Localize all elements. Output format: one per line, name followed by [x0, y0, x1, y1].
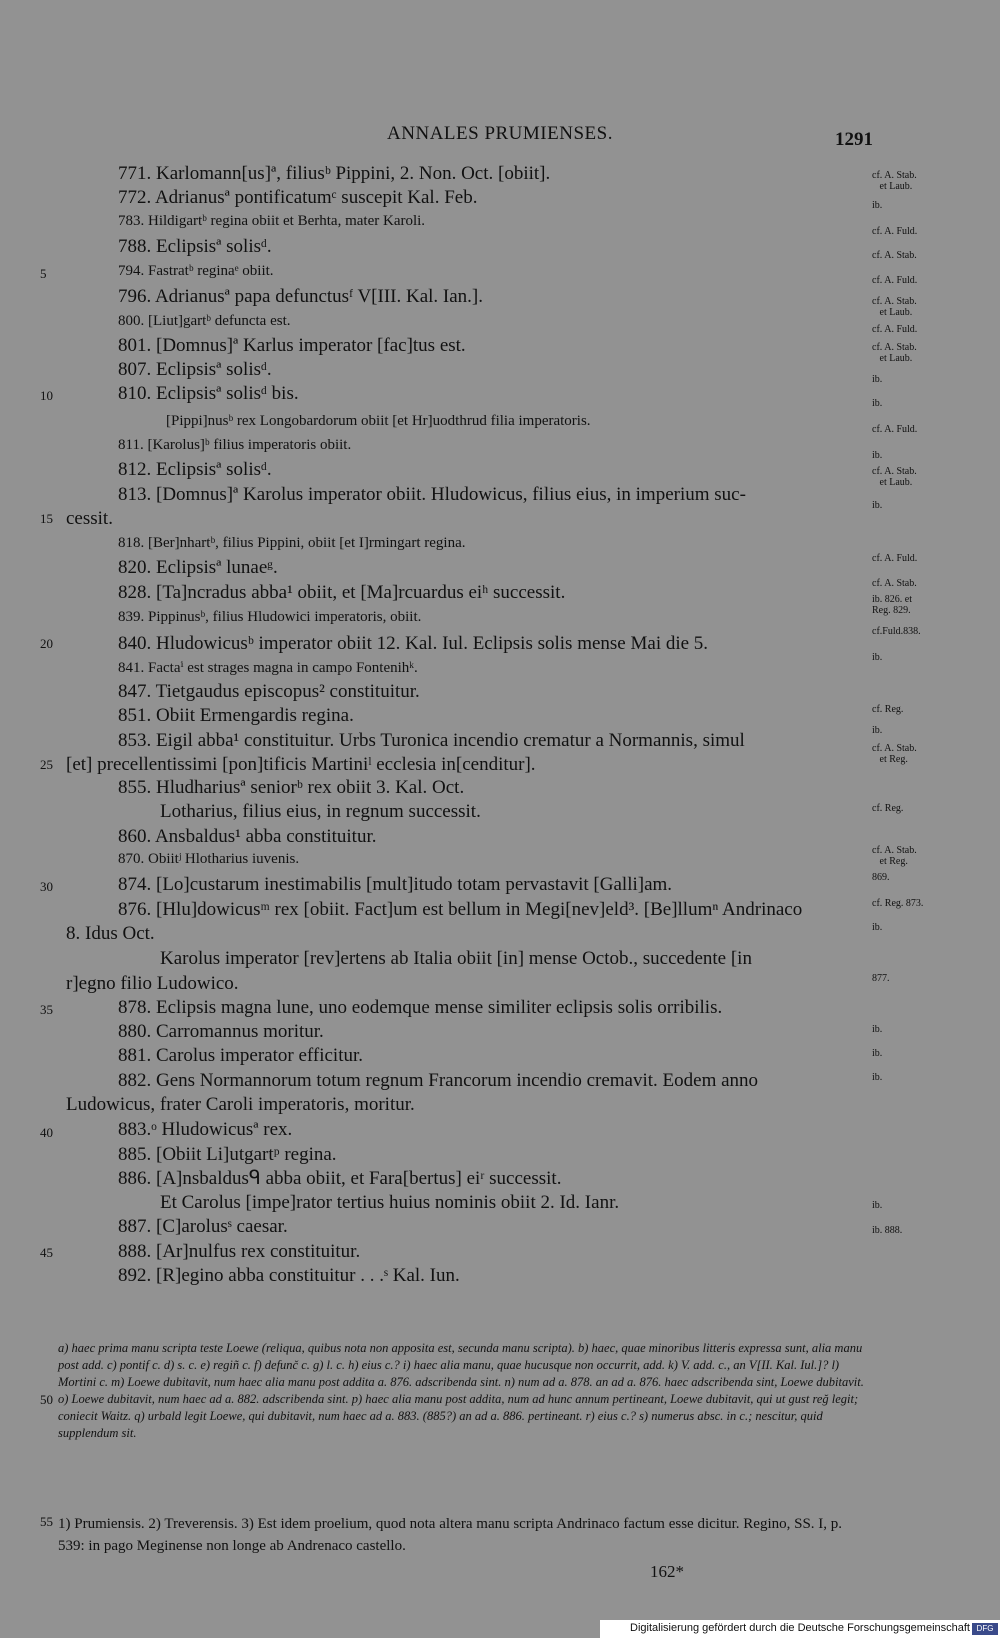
annal-line: 771. Karlomann[us]ª, filiusᵇ Pippini, 2. Non. Oct. [obiit]. — [118, 163, 551, 184]
credit-text: Digitalisierung gefördert durch die Deutsche Forschungsgemeinschaft — [630, 1622, 970, 1634]
annal-line: 883.ᵒ Hludowicusª rex. — [118, 1119, 293, 1140]
source-reference: cf. Reg. — [872, 803, 904, 814]
source-reference: cf.Fuld.838. — [872, 626, 921, 637]
annal-line: 820. Eclipsisª lunaeᵍ. — [118, 557, 278, 578]
annal-line: [Pippi]nusᵇ rex Longobardorum obiit [et Hr]uodthrud filia imperatoris. — [166, 413, 591, 429]
annal-line: 887. [C]arolusˢ caesar. — [118, 1216, 288, 1237]
annal-line: 812. Eclipsisª solisᵈ. — [118, 459, 272, 480]
annal-line: 847. Tietgaudus episcopus² constituitur. — [118, 681, 420, 702]
source-reference: cf. A. Fuld. — [872, 324, 918, 335]
source-reference: ib. — [872, 374, 883, 385]
annal-line: 8. Idus Oct. — [66, 923, 155, 944]
source-reference: cf. A. Stab. et Reg. — [872, 743, 917, 765]
annal-line: 840. Hludowicusᵇ imperator obiit 12. Kal. Iul. Eclipsis solis mense Mai die 5. — [118, 633, 709, 654]
annal-line: 818. [Ber]nhartᵇ, filius Pippini, obiit [et I]rmingart regina. — [118, 535, 466, 551]
line-number: 40 — [40, 1125, 53, 1140]
annal-line: 855. Hludhariusª seniorᵇ rex obiit 3. Kal. Oct. — [118, 777, 465, 798]
source-reference: ib. — [872, 1048, 883, 1059]
annal-line: [et] precellentissimi [pon]tificis Martiniˡ ecclesia in[cenditur]. — [66, 754, 536, 775]
annal-line: 811. [Karolus]ᵇ filius imperatoris obiit. — [118, 437, 352, 453]
annal-line: r]egno filio Ludowico. — [66, 973, 239, 994]
annal-line: 841. Factaⁱ est strages magna in campo Fontenihᵏ. — [118, 660, 418, 676]
source-reference: ib. — [872, 500, 883, 511]
annal-line: 880. Carromannus moritur. — [118, 1021, 324, 1042]
source-reference: ib. — [872, 725, 883, 736]
annal-line: 888. [Ar]nulfus rex constituitur. — [118, 1241, 361, 1262]
line-number: 10 — [40, 388, 53, 403]
source-reference: cf. A. Stab. et Reg. — [872, 845, 917, 867]
annal-line: 892. [R]egino abba constituitur . . .ˢ Kal. Iun. — [118, 1265, 460, 1286]
source-reference: cf. A. Stab. et Laub. — [872, 342, 917, 364]
line-number: 25 — [40, 757, 53, 772]
line-number: 15 — [40, 511, 53, 526]
annal-line: 810. Eclipsisª solisᵈ bis. — [118, 383, 299, 404]
annal-line: 794. Fastratᵇ reginaᵉ obiit. — [118, 263, 274, 279]
annal-line: Karolus imperator [rev]ertens ab Italia obiit [in] mense Octob., succedente [in — [160, 948, 752, 969]
annal-line: 874. [Lo]custarum inestimabilis [mult]itudo totam pervastavit [Galli]am. — [118, 874, 673, 895]
annal-line: 801. [Domnus]ª Karlus imperator [fac]tus est. — [118, 335, 466, 356]
dfg-logo: DFG — [972, 1623, 998, 1635]
annal-line: 878. Eclipsis magna lune, uno eodemque mense similiter eclipsis solis orribilis. — [118, 997, 723, 1018]
annal-line: 886. [A]nsbaldusᑫ abba obiit, et Fara[bertus] eiʳ successit. — [118, 1168, 562, 1189]
source-reference: cf. A. Stab. — [872, 578, 917, 589]
line-number: 45 — [40, 1245, 53, 1260]
line-number: 20 — [40, 636, 53, 651]
annal-line: Et Carolus [impe]rator tertius huius nominis obiit 2. Id. Ianr. — [160, 1192, 620, 1213]
annal-line: 885. [Obiit Li]utgartᵖ regina. — [118, 1144, 337, 1165]
annal-line: 813. [Domnus]ª Karolus imperator obiit. Hludowicus, filius eius, in imperium suc- — [118, 484, 746, 505]
annal-line: cessit. — [66, 508, 113, 529]
line-number: 50 — [40, 1392, 53, 1407]
source-reference: cf. A. Stab. et Laub. — [872, 296, 917, 318]
source-reference: ib. — [872, 1200, 883, 1211]
page-number-top: 1291 — [835, 129, 873, 150]
source-reference: ib. — [872, 1024, 883, 1035]
annal-line: 853. Eigil abba¹ constituitur. Urbs Turonica incendio crematur a Normannis, simul — [118, 730, 745, 751]
digitization-credit — [600, 1620, 1000, 1638]
annal-line: 788. Eclipsisª solisᵈ. — [118, 236, 272, 257]
source-reference: cf. A. Fuld. — [872, 275, 918, 286]
annal-line: Ludowicus, frater Caroli imperatoris, moritur. — [66, 1094, 415, 1115]
line-number: 35 — [40, 1002, 53, 1017]
source-reference: cf. A. Stab. et Laub. — [872, 466, 917, 488]
source-reference: ib. 888. — [872, 1225, 903, 1236]
source-reference: ib. 826. et Reg. 829. — [872, 594, 912, 616]
line-number: 5 — [40, 266, 47, 281]
source-reference: cf. A. Fuld. — [872, 553, 918, 564]
annal-line: 851. Obiit Ermengardis regina. — [118, 705, 354, 726]
source-reference: cf. Reg. 873. — [872, 898, 924, 909]
source-reference: 877. — [872, 973, 890, 984]
running-title: ANNALES PRUMIENSES. — [387, 123, 613, 144]
annal-line: 828. [Ta]ncradus abba¹ obiit, et [Ma]rcuardus eiʰ successit. — [118, 582, 566, 603]
source-reference: cf. A. Stab. et Laub. — [872, 170, 917, 192]
source-reference: ib. — [872, 450, 883, 461]
source-reference: ib. — [872, 398, 883, 409]
annal-line: 796. Adrianusª papa defunctusᶠ V[III. Kal. Ian.]. — [118, 286, 483, 307]
annal-line: Lotharius, filius eius, in regnum successit. — [160, 801, 481, 822]
line-number: 55 — [40, 1514, 53, 1529]
annal-line: 881. Carolus imperator efficitur. — [118, 1045, 364, 1066]
annal-line: 876. [Hlu]dowicusᵐ rex [obiit. Fact]um est bellum in Megi[nev]eld³. [Be]llumⁿ Andrinaco — [118, 899, 803, 920]
line-number: 30 — [40, 879, 53, 894]
source-reference: ib. — [872, 652, 883, 663]
annal-line: 807. Eclipsisª solisᵈ. — [118, 359, 272, 380]
annal-line: 870. Obiitʲ Hlotharius iuvenis. — [118, 851, 300, 867]
source-reference: 869. — [872, 872, 890, 883]
annal-line: 882. Gens Normannorum totum regnum Francorum incendio cremavit. Eodem anno — [118, 1070, 759, 1091]
footnotes-explanatory: 1) Prumiensis. 2) Treverensis. 3) Est idem proelium, quod nota altera manu scripta Andrinaco factum esse dicitur. Regino, SS. I, p. 539: in pago Meginense non longe ab Andrenaco castello. — [58, 1516, 843, 1554]
source-reference: cf. A. Fuld. — [872, 424, 918, 435]
source-reference: ib. — [872, 1072, 883, 1083]
page-number-bottom: 162* — [650, 1562, 684, 1581]
source-reference: cf. Reg. — [872, 704, 904, 715]
annal-line: 772. Adrianusª pontificatumᶜ suscepit Kal. Feb. — [118, 187, 478, 208]
source-reference: cf. A. Stab. — [872, 250, 917, 261]
source-reference: ib. — [872, 922, 883, 933]
source-reference: cf. A. Fuld. — [872, 226, 918, 237]
annal-line: 783. Hildigartᵇ regina obiit et Berhta, mater Karoli. — [118, 213, 426, 229]
annal-line: 860. Ansbaldus¹ abba constituitur. — [118, 826, 377, 847]
footnotes-critical: a) haec prima manu scripta teste Loewe (reliqua, quibus nota non apposita est, secunda manu scripta). b) haec, quae minoribus litteris expressa sunt, alia manu post add. c) pontif c. d) s. c. e) regiñ c. f) defunč c. g) l. c. h) eius c.? i) haec alia manu, quae hucusque non occurrit, add. k) V. add. c., an V[II. Kal. Iul.]? l) Mortini c. m) Loewe dubitavit, num haec alia manu post addita a. 876. adscribenda sint. n) num ad a. 878. an ad a. 876. haec adscribenda sint, Loewe dubitavit. o) Loewe dubitavit, num haec ad a. 882. adscribenda sint. p) haec alia manu post addita, num ad hunc annum pertineant, Loewe dubitavit, qui ut gust reğ legit; coniecit Waitz. q) urbald legit Loewe, qui dubitavit, num haec ad a. 883. (885?) an ad a. 886. pertineant. r) eius c.? s) numerus absc. in c.; nescitur, quid supplendum sit. — [58, 1341, 864, 1440]
annal-line: 800. [Liut]gartᵇ defuncta est. — [118, 313, 291, 329]
annal-line: 839. Pippinusᵇ, filius Hludowici imperatoris, obiit. — [118, 609, 422, 625]
source-reference: ib. — [872, 200, 883, 211]
